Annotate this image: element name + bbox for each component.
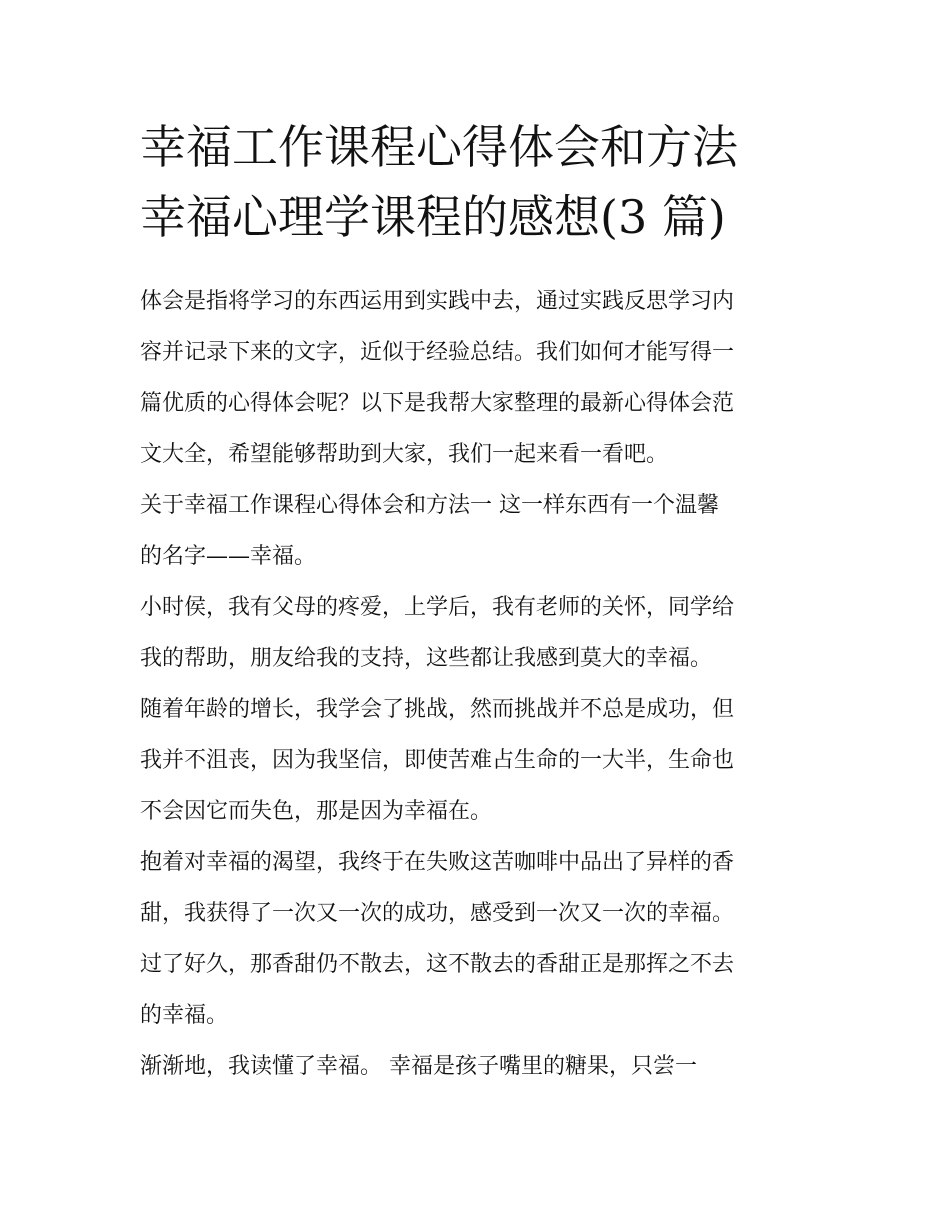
body-line-6: 的名字——幸福。 bbox=[140, 544, 317, 569]
body-line-9: 随着年龄的增长，我学会了挑战，然而挑战并不总是成功，但 bbox=[140, 697, 735, 722]
body-line-14: 过了好久，那香甜仍不散去，这不散去的香甜正是那挥之不去 bbox=[140, 952, 735, 977]
body-line-8: 我的帮助，朋友给我的支持，这些都让我感到莫大的幸福。 bbox=[140, 646, 713, 671]
body-line-3: 篇优质的心得体会呢？以下是我帮大家整理的最新心得体会范 bbox=[140, 391, 735, 416]
title-line-2: 幸福心理学课程的感想(3 篇) bbox=[140, 190, 726, 244]
body-line-2: 容并记录下来的文字，近似于经验总结。我们如何才能写得一 bbox=[140, 340, 735, 365]
body-line-4: 文大全，希望能够帮助到大家，我们一起来看一看吧。 bbox=[140, 442, 669, 467]
body-line-7: 小时侯，我有父母的疼爱，上学后，我有老师的关怀，同学给 bbox=[140, 595, 735, 620]
document-title bbox=[140, 112, 820, 252]
body-line-1: 体会是指将学习的东西运用到实践中去，通过实践反思学习内 bbox=[140, 289, 735, 314]
body-line-11: 不会因它而失色，那是因为幸福在。 bbox=[140, 799, 493, 824]
body-line-12: 抱着对幸福的渴望，我终于在失败这苦咖啡中品出了异样的香 bbox=[140, 850, 735, 875]
body-line-16: 渐渐地，我读懂了幸福。 幸福是孩子嘴里的糖果，只尝一 bbox=[140, 1054, 697, 1079]
body-line-15: 的幸福。 bbox=[140, 1003, 229, 1028]
body-line-5: 关于幸福工作课程心得体会和方法一 这一样东西有一个温馨 bbox=[140, 493, 719, 518]
document-body bbox=[140, 276, 820, 1092]
title-line-1: 幸福工作课程心得体会和方法 bbox=[140, 120, 738, 174]
body-line-10: 我并不沮丧，因为我坚信，即使苦难占生命的一大半，生命也 bbox=[140, 748, 735, 773]
body-line-13: 甜，我获得了一次又一次的成功，感受到一次又一次的幸福。 bbox=[140, 901, 735, 926]
